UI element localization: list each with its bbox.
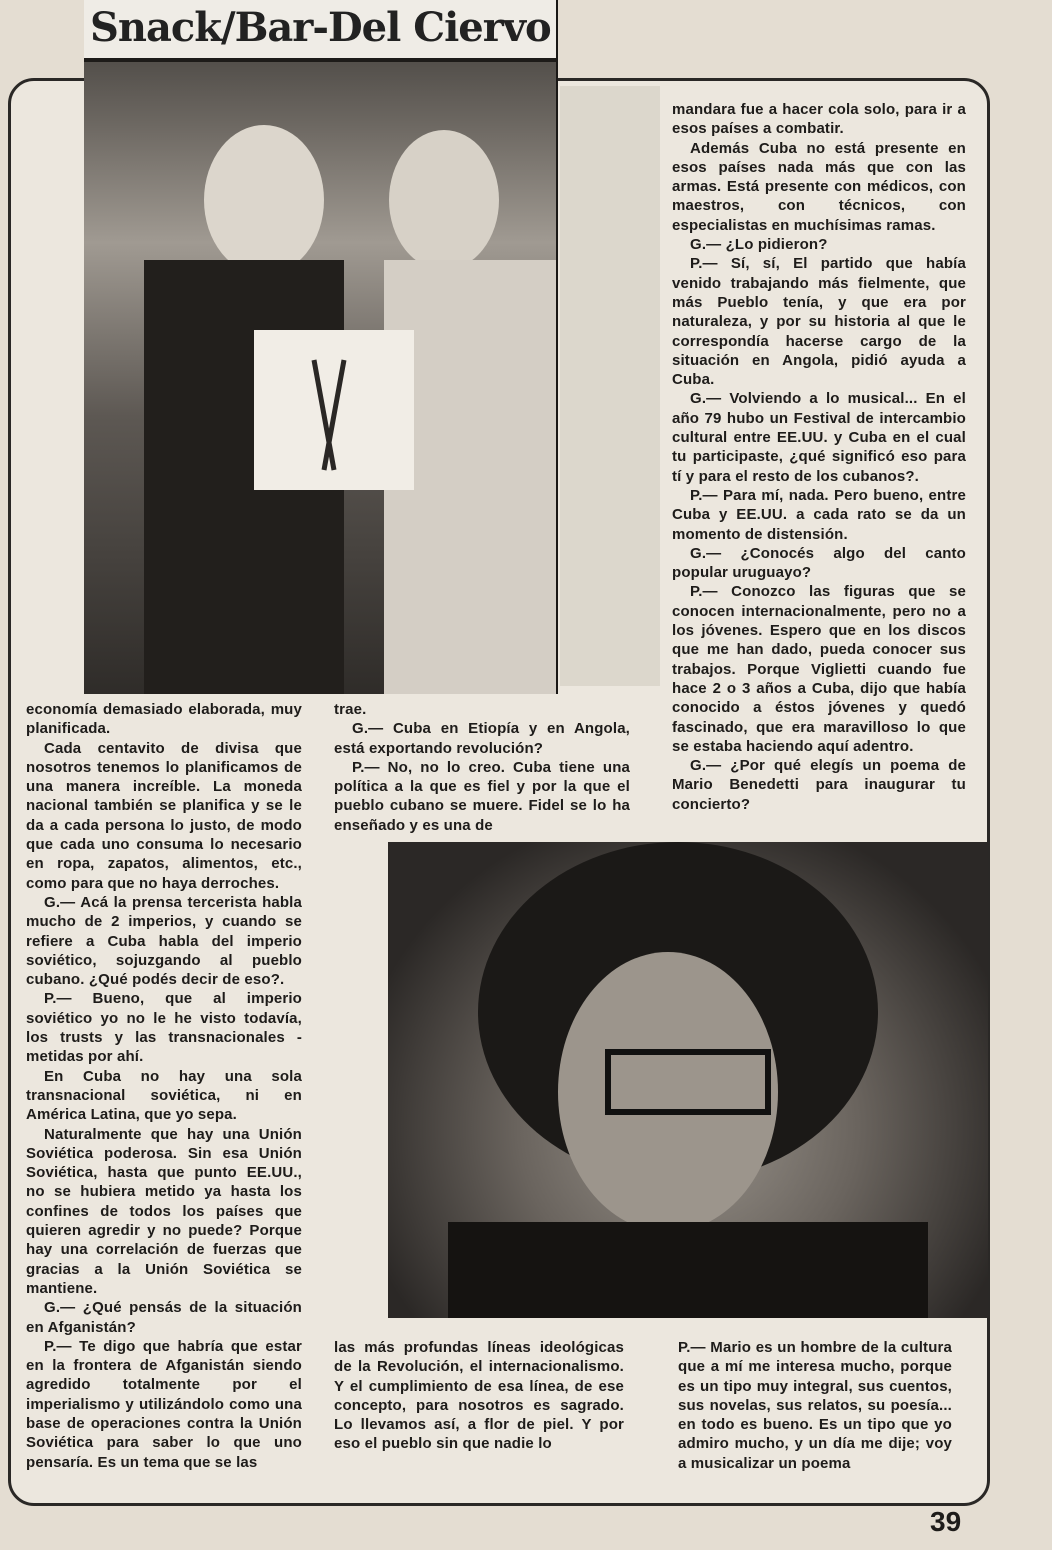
paragraph: P.— Bueno, que al imperio soviético yo no le he visto todavía, los trusts y las transnacionales - metidas por ahí. xyxy=(26,990,302,1066)
paragraph: Naturalmente que hay una Unión Soviética poderosa. Sin esa Unión Soviética, hasta que punto EE.UU., no se hubiera metido ya hasta los confines de todos los países que quieren agredir y no puede? Porque hay una correlación de fuerzas que gracias a la Unión Soviética se mantiene. xyxy=(26,1125,302,1297)
paragraph: mandara fue a hacer cola solo, para ir a esos países a combatir. xyxy=(672,101,966,138)
paragraph: G.— ¿Lo pidieron? xyxy=(690,236,828,254)
paragraph: P.— Para mí, nada. Pero bueno, entre Cuba y EE.UU. a cada rato se da un momento de distensión. xyxy=(672,486,966,543)
paragraph: G.— ¿Conocés algo del canto popular uruguayo? xyxy=(672,544,966,582)
column-1 xyxy=(26,700,302,1472)
paragraph: Cada centavito de divisa que nosotros tenemos lo planificamos de una manera increíble. La moneda nacional también se planifica y se le da a cada persona lo justo, de modo que cada uno consuma lo necesario en ropa, zapatos, alimentos, etc., como para que no haya derroches. xyxy=(26,739,302,892)
paragraph: P.— Conozco las figuras que se conocen internacionalmente, pero no a los jóvenes. Espero que en los discos que me han dado, pueda conocer sus trabajos. Porque Viglietti cuando fue hace 2 o 3 años a Cuba, dijo que había conocido a éstos jóvenes y quedó fascinado, que era maravilloso lo que se estaba haciendo aquí adentro. xyxy=(672,583,966,755)
paragraph: P.— No, no lo creo. Cuba tiene una política a la que es fiel y por la que el pueblo cubano se muere. Fidel se lo ha enseñado y es una de xyxy=(334,758,630,834)
portrait xyxy=(388,842,988,1318)
column-2-top xyxy=(334,700,630,835)
paragraph: economía demasiado elaborada, muy planificada. xyxy=(26,701,302,738)
paragraph: P.— Sí, sí, El partido que había venido trabajando más fielmente, que más Pueblo tenía, y que era por naturaleza, y por su historia al que le correspondía hacerse cargo de la situación en Angola, pidió ayuda a Cuba. xyxy=(672,255,966,389)
column-2-bottom xyxy=(334,1338,624,1454)
paragraph: G.— Cuba en Etiopía y en Angola, está exportando revolución? xyxy=(334,720,630,757)
column-3-bottom xyxy=(678,1338,952,1473)
paragraph: trae. xyxy=(334,701,367,718)
paragraph: las más profundas líneas ideológicas de la Revolución, el internacionalismo. Y el cumplimiento de esa línea, de ese concepto, para nosotros es sagrado. Lo llevamos así, a flor de piel. Y por eso el pueblo sin que nadie lo xyxy=(334,1339,624,1453)
photo-two-people-with-poster xyxy=(84,0,558,694)
paragraph: P.— Te digo que habría que estar en la frontera de Afganistán siendo agredido totalmente por el imperialismo y utilizándolo como una base de operaciones contra la Unión Soviética para saber lo que uno pensaría. Es un tema que se las xyxy=(26,1337,302,1471)
paragraph: Además Cuba no está presente en esos países nada más que con las armas. Está presente con médicos, con maestros, con técnicos, con especialistas en muchísimas ramas. xyxy=(672,139,966,234)
background-clipping xyxy=(560,86,660,686)
paragraph: G.— Acá la prensa tercerista habla mucho de 2 imperios, y cuando se refiere a Cuba habla del imperio soviético, sojuzgando al pueblo cubano. ¿Qué podés decir de eso?. xyxy=(26,893,302,989)
cafe-sign: Snack/Bar-Del Ciervo xyxy=(84,0,556,62)
paragraph: G.— ¿Qué pensás de la situación en Afganistán? xyxy=(26,1299,302,1336)
column-3-top xyxy=(672,100,966,814)
paragraph: En Cuba no hay una sola transnacional soviética, ni en América Latina, que yo sepa. xyxy=(26,1067,302,1124)
paragraph: G.— Volviendo a lo musical... En el año 79 hubo un Festival de intercambio cultural entre EE.UU. y Cuba en el cual tu participaste, ¿qué significó eso para tí y para el resto de los cubanos?. xyxy=(672,390,966,485)
paragraph: G.— ¿Por qué elegís un poema de Mario Benedetti para inaugurar tu concierto? xyxy=(672,757,966,813)
paragraph: P.— Mario es un hombre de la cultura que a mí me interesa mucho, porque es un tipo muy integral, sus cuentos, sus novelas, sus relatos, su poesía... en todo es bueno. Es un tipo que yo admiro mucho, y un día me dije; voy a musicalizar un poema xyxy=(678,1339,952,1472)
photo-figures xyxy=(84,0,556,694)
page-number: 39 xyxy=(930,1506,962,1537)
photo-portrait-singer xyxy=(388,842,988,1318)
